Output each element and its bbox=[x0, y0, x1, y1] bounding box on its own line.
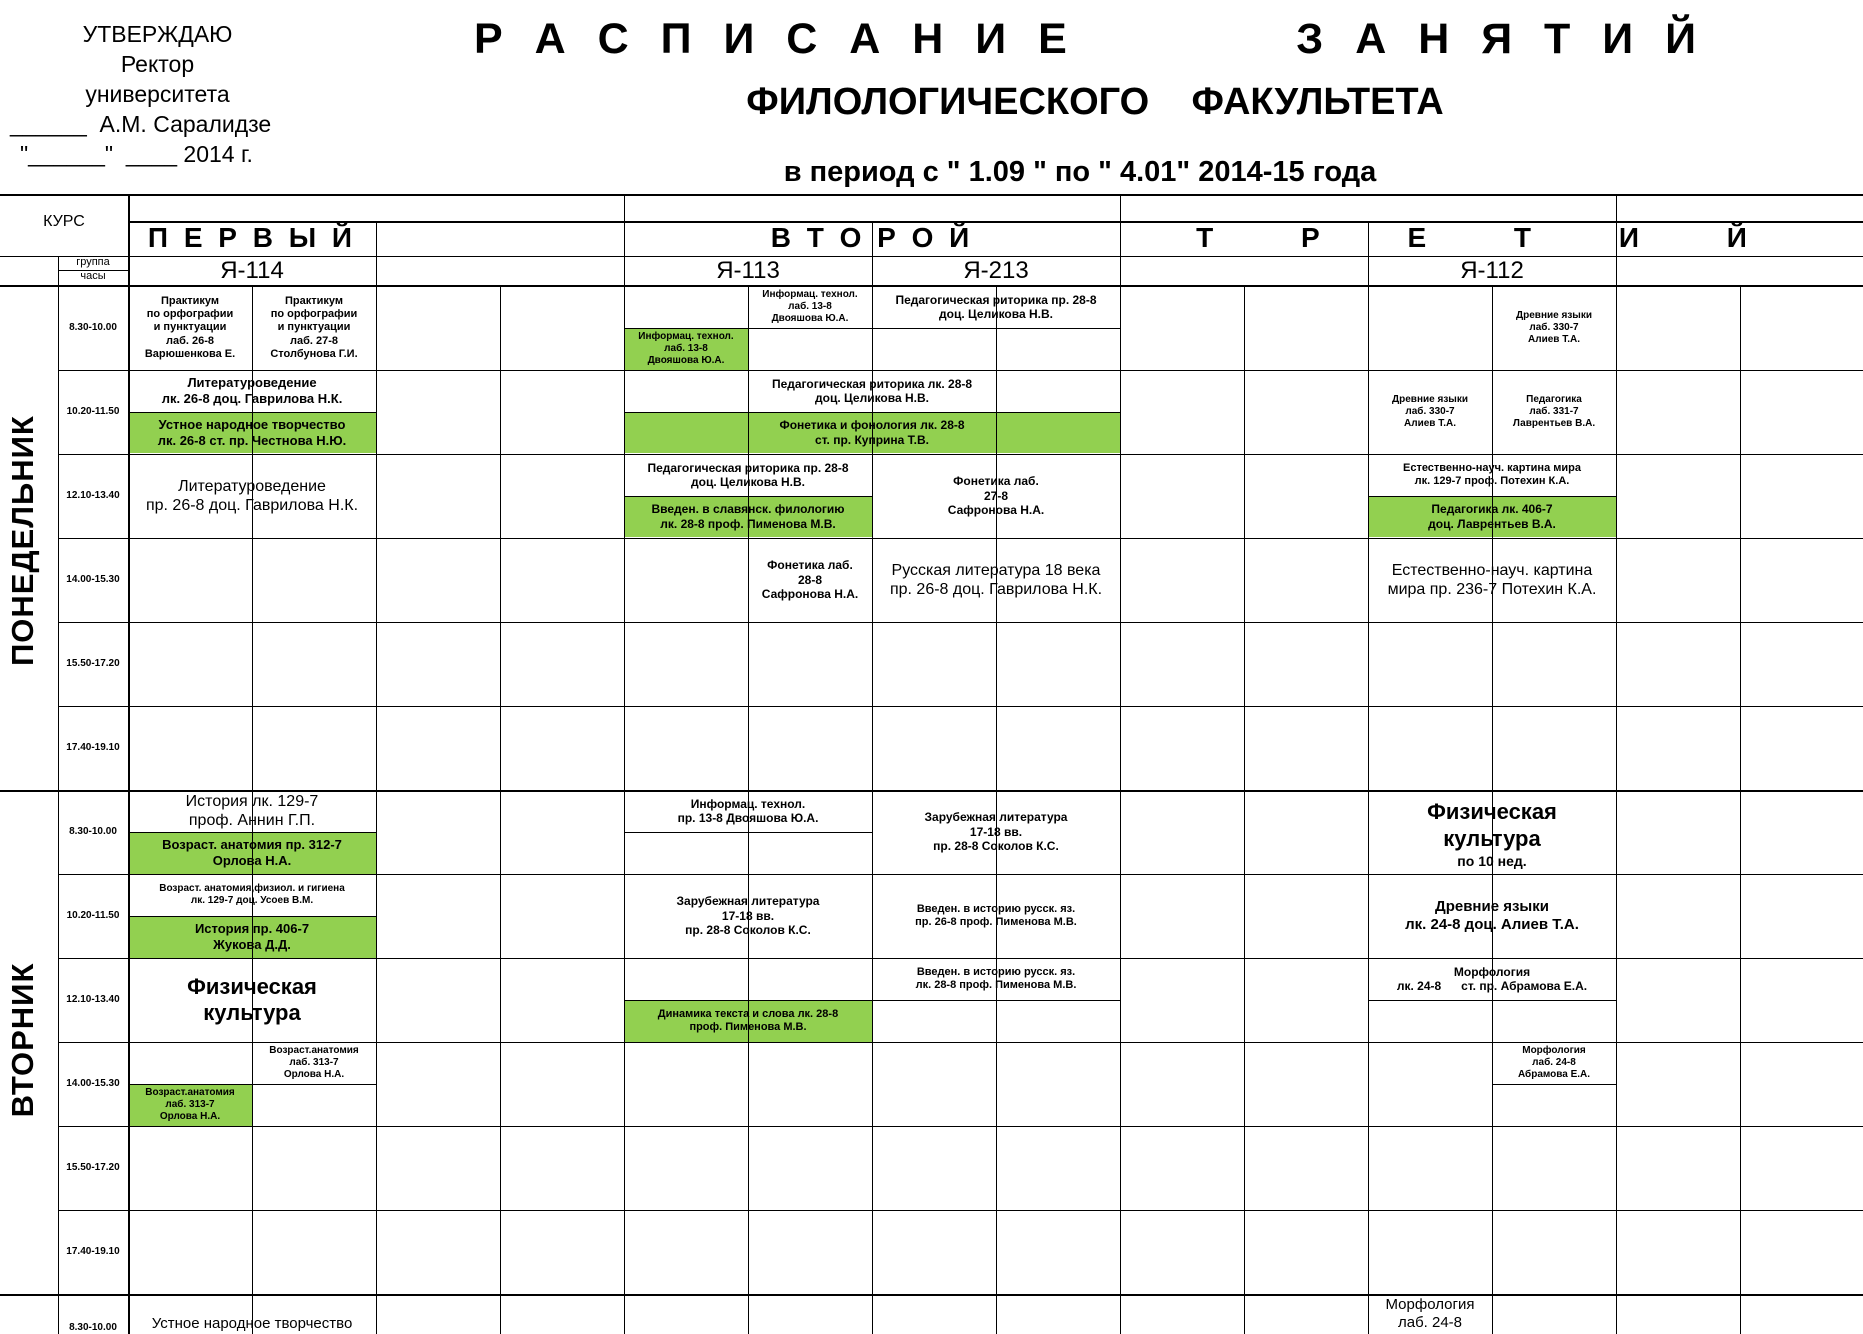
approval-line3: университета bbox=[85, 81, 230, 108]
lesson: Морфология лаб. 24-8 bbox=[1385, 1296, 1475, 1331]
lesson: Морфология лк. 24-8 ст. пр. Абрамова Е.А. bbox=[1396, 964, 1588, 993]
grid-line bbox=[1740, 286, 1741, 1334]
course-second: В Т О Р О Й bbox=[770, 222, 974, 254]
day-monday: ПОНЕДЕЛЬНИК bbox=[5, 415, 40, 666]
grid-line bbox=[58, 706, 1863, 707]
lesson: Устное народное творчество лк. 26-8 ст. пр. Честнова Н.Ю. bbox=[157, 416, 347, 448]
lesson: Введен. в славянск. филологию лк. 28-8 проф. Пименова М.В. bbox=[651, 502, 845, 531]
group-y213: Я-213 bbox=[963, 256, 1029, 284]
lesson: Фонетика лаб. 28-8 Сафронова Н.А. bbox=[761, 558, 859, 602]
lesson: по 10 нед. bbox=[1457, 852, 1527, 869]
lesson: Введен. в историю русск. яз. пр. 26-8 проф. Пименова М.В. bbox=[915, 902, 1077, 928]
lesson: Педагогическая риторика пр. 28-8 доц. Целикова Н.В. bbox=[647, 460, 849, 489]
lesson: Практикум по орфографии и пунктуации лаб. 27-8 Столбунова Г.И. bbox=[270, 295, 358, 360]
grid-line bbox=[624, 832, 872, 833]
lesson: Возраст. анатомия,физиол. и гигиена лк. 129-7 доц. Усоев В.М. bbox=[159, 883, 345, 906]
day-tuesday: ВТОРНИК bbox=[5, 962, 40, 1118]
lesson: Педагогика лаб. 331-7 Лаврентьев В.А. bbox=[1512, 394, 1596, 429]
grid-line bbox=[252, 1084, 376, 1085]
time-mon-4: 14.00-15.30 bbox=[66, 574, 120, 585]
group-y114: Я-114 bbox=[220, 256, 284, 284]
time-mon-6: 17.40-19.10 bbox=[66, 742, 120, 753]
lesson: Морфология лаб. 24-8 Абрамова Е.А. bbox=[1517, 1045, 1591, 1080]
grid-line bbox=[748, 328, 872, 329]
lesson: Возраст. анатомия пр. 312-7 Орлова Н.А. bbox=[162, 837, 342, 868]
lesson: Физическая культура bbox=[1427, 799, 1557, 851]
time-tue-6: 17.40-19.10 bbox=[66, 1246, 120, 1257]
lesson: Древние языки лк. 24-8 доц. Алиев Т.А. bbox=[1405, 898, 1579, 933]
time-tue-5: 15.50-17.20 bbox=[66, 1162, 120, 1173]
page-title: Р А С П И С А Н И Е З А Н Я Т И Й bbox=[473, 15, 1707, 64]
lesson: Введен. в историю русск. яз. лк. 28-8 проф. Пименова М.В. bbox=[915, 965, 1077, 991]
lesson: Возраст.анатомия лаб. 313-7 Орлова Н.А. bbox=[269, 1045, 359, 1080]
lesson: Педагогическая риторика пр. 28-8 доц. Целикова Н.В. bbox=[895, 292, 1097, 321]
time-mon-3: 12.10-13.40 bbox=[66, 490, 120, 501]
course-label: КУРС bbox=[43, 213, 85, 231]
approval-line2: Ректор bbox=[120, 51, 195, 78]
lesson: Педагогическая риторика лк. 28-8 доц. Целикова Н.В. bbox=[771, 376, 973, 405]
lesson: История лк. 129-7 проф. Аннин Г.П. bbox=[185, 792, 319, 829]
grid-line bbox=[58, 622, 1863, 623]
grid-line bbox=[58, 1210, 1863, 1211]
time-tue-1: 8.30-10.00 bbox=[69, 826, 117, 837]
grid-line bbox=[0, 194, 1863, 196]
time-mon-1: 8.30-10.00 bbox=[69, 322, 117, 333]
approval-line1: УТВЕРЖДАЮ bbox=[82, 21, 233, 48]
grid-line bbox=[1616, 286, 1617, 1334]
time-tue-2: 10.20-11.50 bbox=[66, 910, 120, 921]
approval-signature: ______ А.М. Саралидзе bbox=[10, 111, 272, 138]
lesson: Физическая культура bbox=[187, 973, 317, 1025]
grid-line bbox=[1368, 1000, 1616, 1001]
group-label: группа bbox=[76, 256, 110, 269]
period-subtitle: в период с " 1.09 " по " 4.01" 2014-15 года bbox=[783, 155, 1377, 188]
group-y112: Я-112 bbox=[1460, 256, 1524, 284]
grid-line bbox=[872, 328, 1120, 329]
lesson: Информац. технол. пр. 13-8 Двояшова Ю.А. bbox=[677, 796, 819, 825]
approval-date: "______" ____ 2014 г. bbox=[20, 141, 253, 168]
lesson: Литературоведение пр. 26-8 доц. Гаврилова Н.К. bbox=[145, 477, 359, 514]
lesson: Зарубежная литература 17-18 вв. пр. 28-8 Соколов К.С. bbox=[924, 810, 1068, 854]
lesson: Устное народное творчество bbox=[151, 1315, 353, 1332]
grid-line bbox=[1244, 286, 1245, 1334]
time-mon-5: 15.50-17.20 bbox=[66, 658, 120, 669]
lesson: Педагогика лк. 406-7 доц. Лаврентьев В.А. bbox=[1428, 502, 1556, 531]
grid-line bbox=[0, 1294, 1863, 1296]
grid-line bbox=[872, 1000, 1120, 1001]
lesson: Зарубежная литература 17-18 вв. пр. 28-8 Соколов К.С. bbox=[676, 894, 820, 938]
lesson: Информац. технол. лаб. 13-8 Двояшова Ю.А. bbox=[638, 331, 734, 366]
lesson: Фонетика и фонология лк. 28-8 ст. пр. Куприна Т.В. bbox=[779, 418, 965, 447]
lesson: Фонетика лаб. 27-8 Сафронова Н.А. bbox=[947, 474, 1045, 518]
lesson: Литературоведение лк. 26-8 доц. Гаврилова Н.К. bbox=[161, 375, 343, 406]
grid-line bbox=[58, 1126, 1863, 1127]
lesson: Древние языки лаб. 330-7 Алиев Т.А. bbox=[1392, 394, 1468, 429]
lesson: Естественно-науч. картина мира лк. 129-7 проф. Потехин К.А. bbox=[1402, 461, 1581, 487]
lesson: Информац. технол. лаб. 13-8 Двояшова Ю.А. bbox=[762, 289, 858, 324]
time-tue-3: 12.10-13.40 bbox=[66, 994, 120, 1005]
lesson: Практикум по орфографии и пунктуации лаб. 26-8 Варюшенкова Е. bbox=[144, 295, 236, 360]
lesson: Древние языки лаб. 330-7 Алиев Т.А. bbox=[1516, 310, 1592, 345]
grid-line bbox=[1492, 1084, 1616, 1085]
grid-line bbox=[500, 286, 501, 1334]
grid-line bbox=[376, 286, 377, 1334]
time-tue-4: 14.00-15.30 bbox=[66, 1078, 120, 1089]
group-y113: Я-113 bbox=[716, 256, 780, 284]
faculty-title: ФИЛОЛОГИЧЕСКОГО ФАКУЛЬТЕТА bbox=[746, 81, 1444, 124]
grid-line bbox=[1120, 286, 1121, 1334]
lesson: История пр. 406-7 Жукова Д.Д. bbox=[194, 921, 310, 952]
course-first: П Е Р В Ы Й bbox=[147, 222, 357, 254]
lesson: Динамика текста и слова лк. 28-8 проф. Пименова М.В. bbox=[657, 1007, 839, 1033]
hours-label: часы bbox=[80, 270, 106, 283]
course-third: Т Р Е Т И Й bbox=[1196, 222, 1787, 254]
lesson: Русская литература 18 века пр. 26-8 доц. Гаврилова Н.К. bbox=[889, 561, 1103, 598]
lesson: Возраст.анатомия лаб. 313-7 Орлова Н.А. bbox=[145, 1087, 235, 1122]
grid-line bbox=[376, 221, 377, 286]
time-wed-1: 8.30-10.00 bbox=[69, 1322, 117, 1333]
lesson: Естественно-науч. картина мира пр. 236-7 Потехин К.А. bbox=[1387, 561, 1597, 598]
time-mon-2: 10.20-11.50 bbox=[66, 406, 120, 417]
